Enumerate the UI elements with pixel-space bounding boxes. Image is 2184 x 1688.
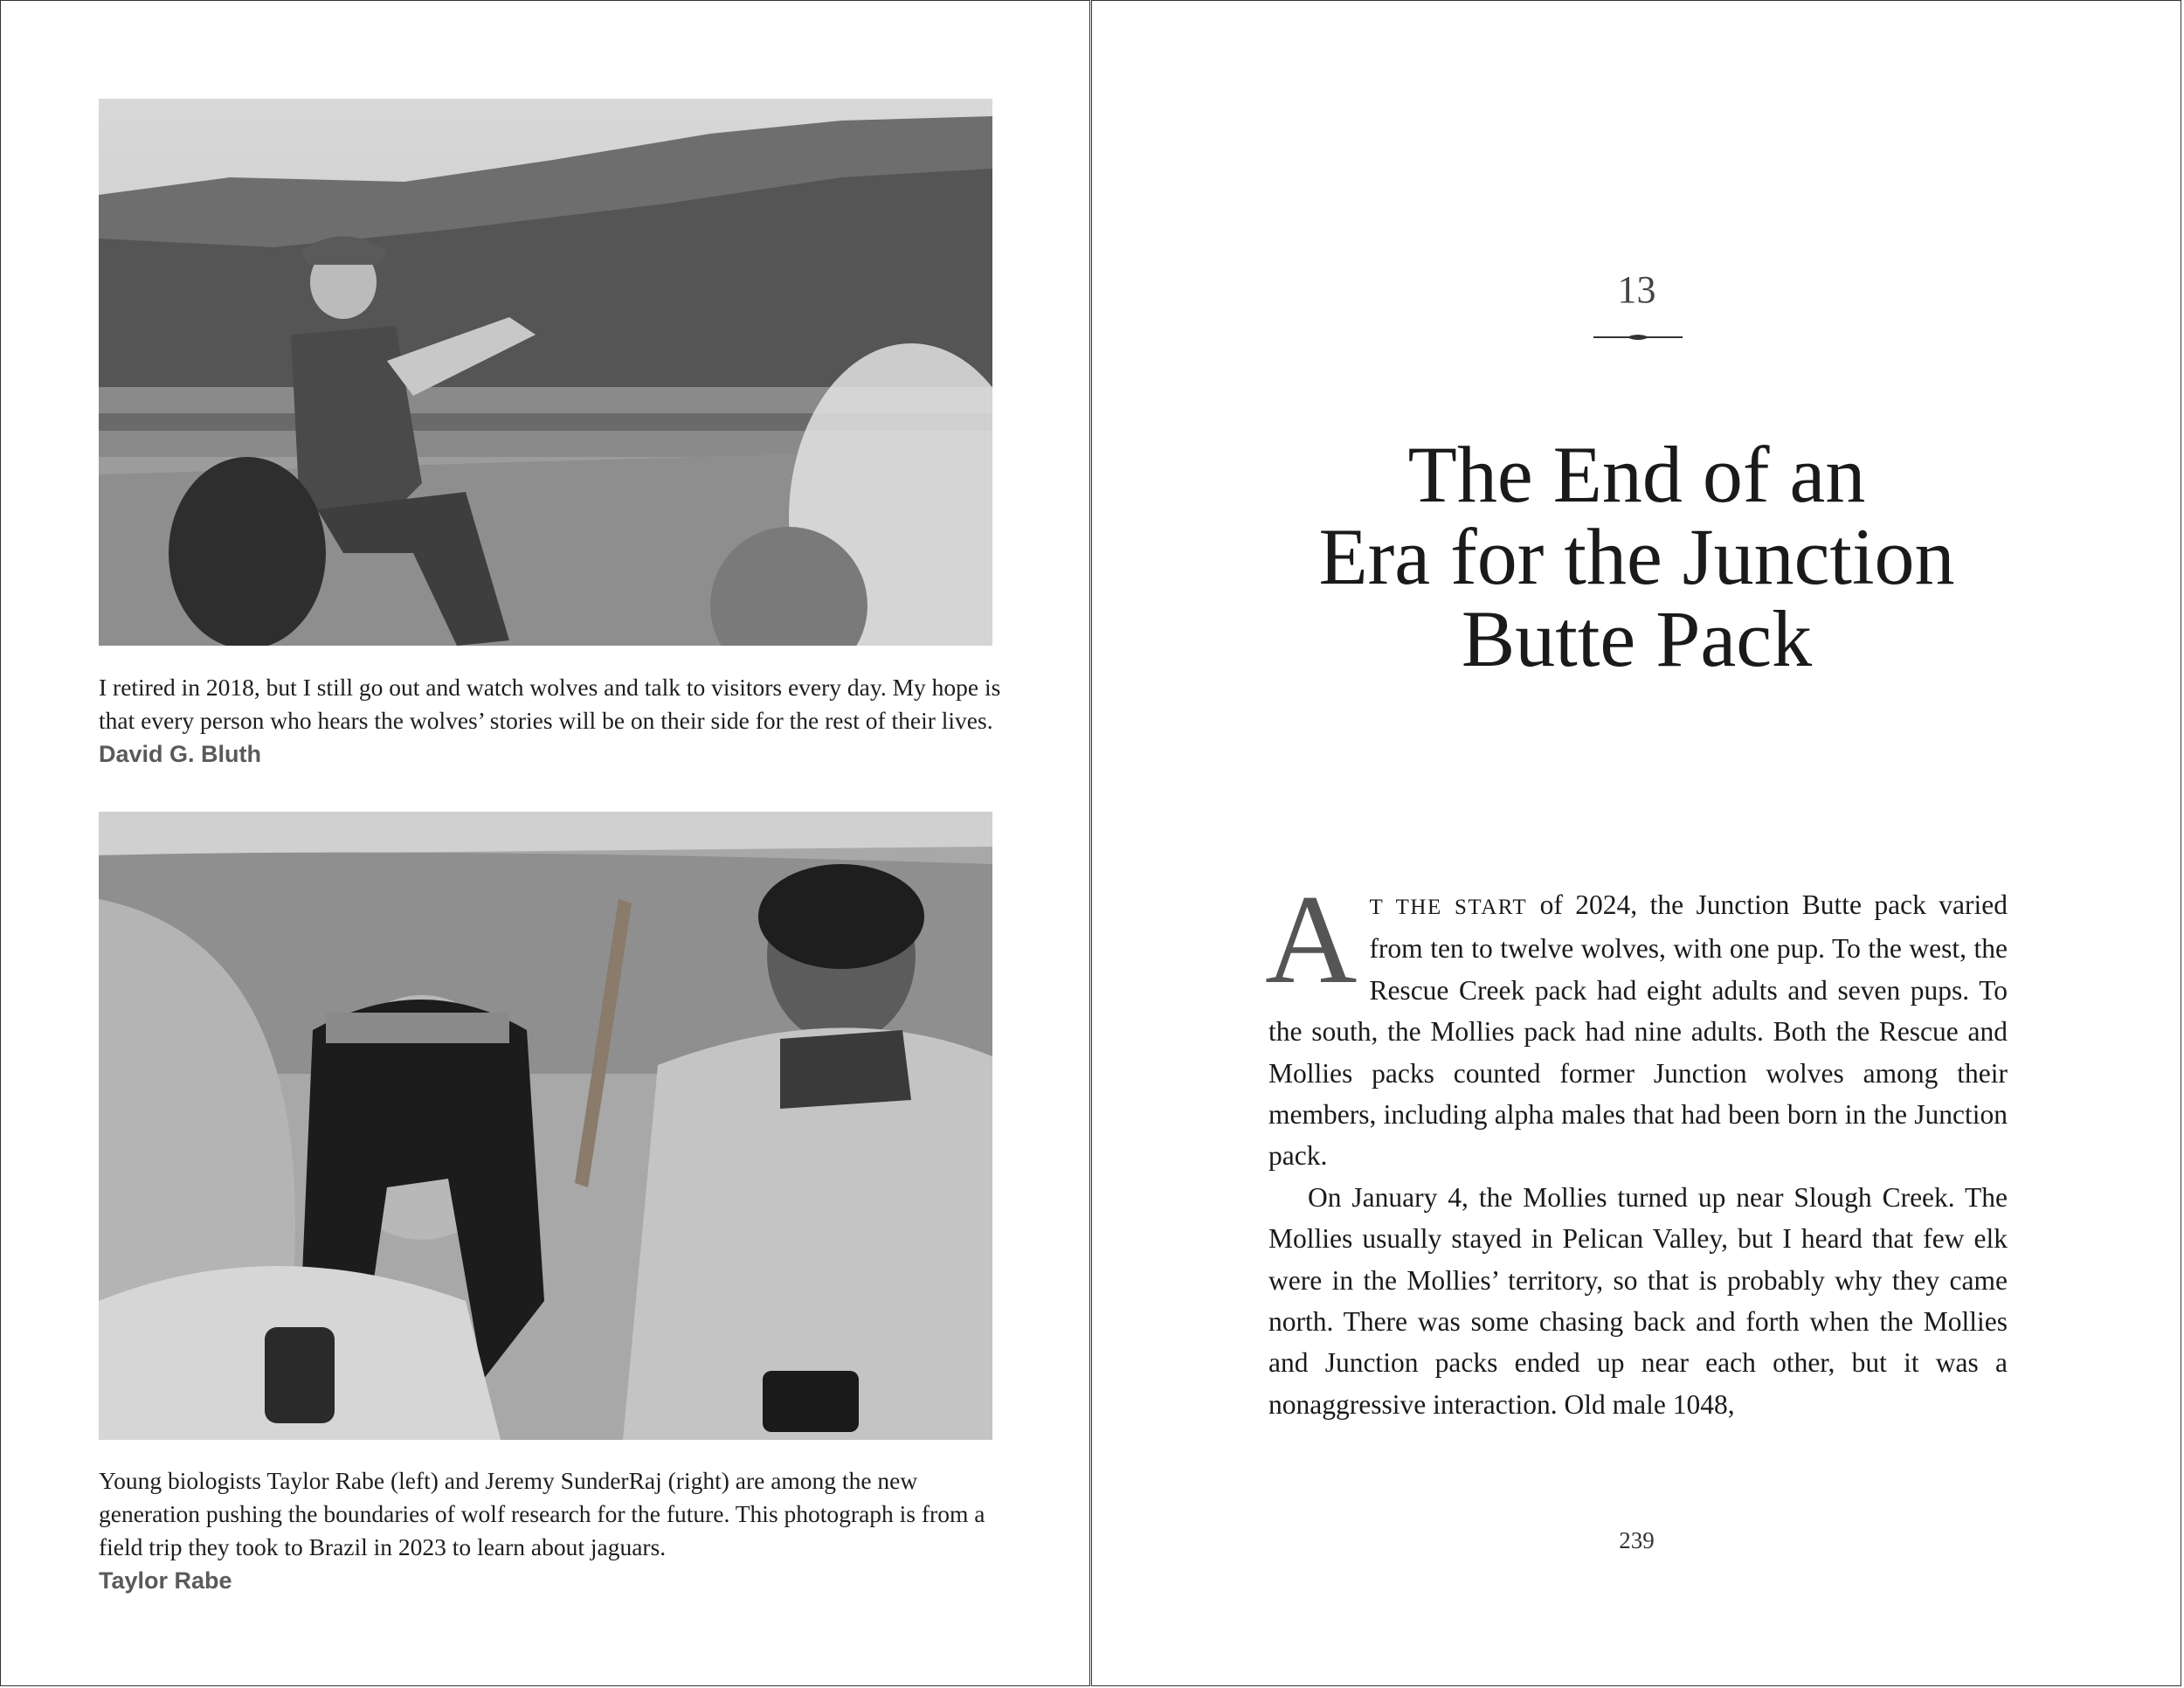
chapter-ornament-rule xyxy=(1593,332,1683,342)
chapter-number: 13 xyxy=(1617,268,1656,311)
opening-small-caps: T THE START xyxy=(1369,896,1528,919)
chapter-title-line-3: Butte Pack xyxy=(1461,594,1813,683)
photo1-credit: David G. Bluth xyxy=(99,741,262,767)
drop-cap: A xyxy=(1265,868,1358,1010)
photo1-caption xyxy=(99,671,1007,771)
right-page xyxy=(1091,0,2181,1686)
paragraph-1-text: of 2024, the Junction Butte pack varied from ten to twelve wolves, with one pup. To the west, the Rescue Creek pack had eight adults and seven pups. To the south, the Mollies pack had nine adults. Both the Rescue and Mollies packs counted former Junction wolves among their members, including alpha males that had been born in the Junction pack. xyxy=(1268,889,2008,1172)
chapter-title-line-1: The End of an xyxy=(1407,430,1866,519)
paragraph-2: On January 4, the Mollies turned up near Slough Creek. The Mollies usually stayed in Pelican Valley, but I heard that few elk were in the Mollies’ territory, so that is probably why they came north. There was some chasing back and forth when the Mollies and Junction packs ended up near each other, but it was a nonaggressive interaction. Old male 1048, xyxy=(1268,1181,2008,1420)
photo2-caption-text: Young biologists Taylor Rabe (left) and Jeremy SunderRaj (right) are among the new generation pushing the boundaries of wolf research for the future. This photograph is from a field trip they took to Brazil in 2023 to learn about jaguars. xyxy=(99,1467,985,1560)
chapter-title xyxy=(1091,430,2182,683)
photo-young-biologists-selfie xyxy=(99,812,992,1440)
photo2-credit: Taylor Rabe xyxy=(99,1567,232,1594)
chapter-title-line-2: Era for the Junction xyxy=(1318,512,1955,601)
page-number: 239 xyxy=(1619,1527,1655,1553)
photo2-caption xyxy=(99,1464,1007,1597)
chapter-body-text xyxy=(1265,868,2008,1425)
paragraph-1 xyxy=(1265,868,2008,1177)
photo1-caption-text: I retired in 2018, but I still go out and watch wolves and talk to visitors every day. My hope is that every person who hears the wolves’ stories will be on their side for the rest of their lives. xyxy=(99,674,1001,734)
photo-man-talking-to-visitors xyxy=(99,99,992,646)
